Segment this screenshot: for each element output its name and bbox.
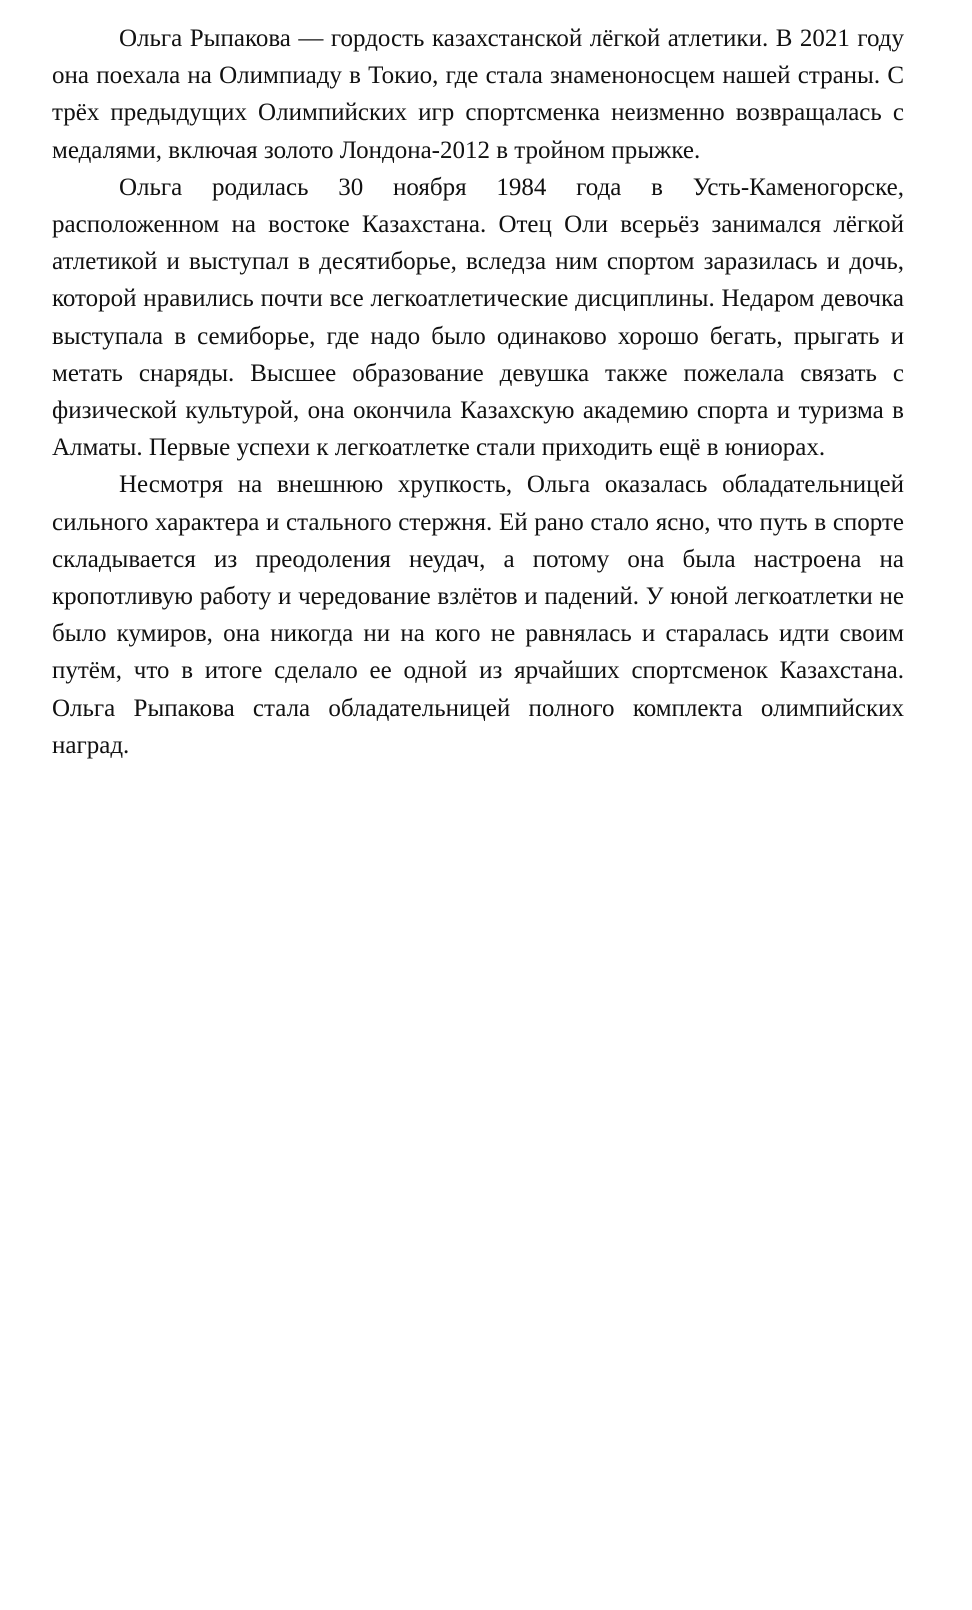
paragraph-2: Ольга родилась 30 ноября 1984 года в Усть-Каменогорске, расположенном на востоке Казахстана. Отец Оли всерьёз занимался лёгкой атлетикой и выступал в десятиборье, вследза ним спортом заразилась и дочь, которой нравились почти все легкоатлетические дисциплины. Недаром девочка выступала в семиборье, где надо было одинаково хорошо бегать, прыгать и метать снаряды. Высшее образование девушка также пожелала связать с физической культурой, она окончила Казахскую академию спорта и туризма в Алматы. Первые успехи к легкоатлетке стали приходить ещё в юниорах.: [52, 173, 904, 462]
paragraph-3: Несмотря на внешнюю хрупкость, Ольга оказалась обладательницей сильного характера и стального стержня. Ей рано стало ясно, что путь в спорте складывается из преодоления неудач, а потому она была настроена на кропотливую работу и чередование взлётов и падений. У юной легкоатлетки не было кумиров, она никогда ни на кого не равнялась и старалась идти своим путём, что в итоге сделало ее одной из ярчайших спортсменок Казахстана. Ольга Рыпакова стала обладательницей полного комплекта олимпийских наград.: [52, 471, 904, 759]
paragraph-1: Ольга Рыпакова — гордость казахстанской лёгкой атлетики. В 2021 году она поехала на Олимпиаду в Токио, где стала знаменоносцем нашей страны. С трёх предыдущих Олимпийских игр спортсменка неизменно возвращалась с медалями, включая золото Лондона-2012 в тройном прыжке.: [52, 25, 904, 164]
document-page: [52, 20, 904, 764]
